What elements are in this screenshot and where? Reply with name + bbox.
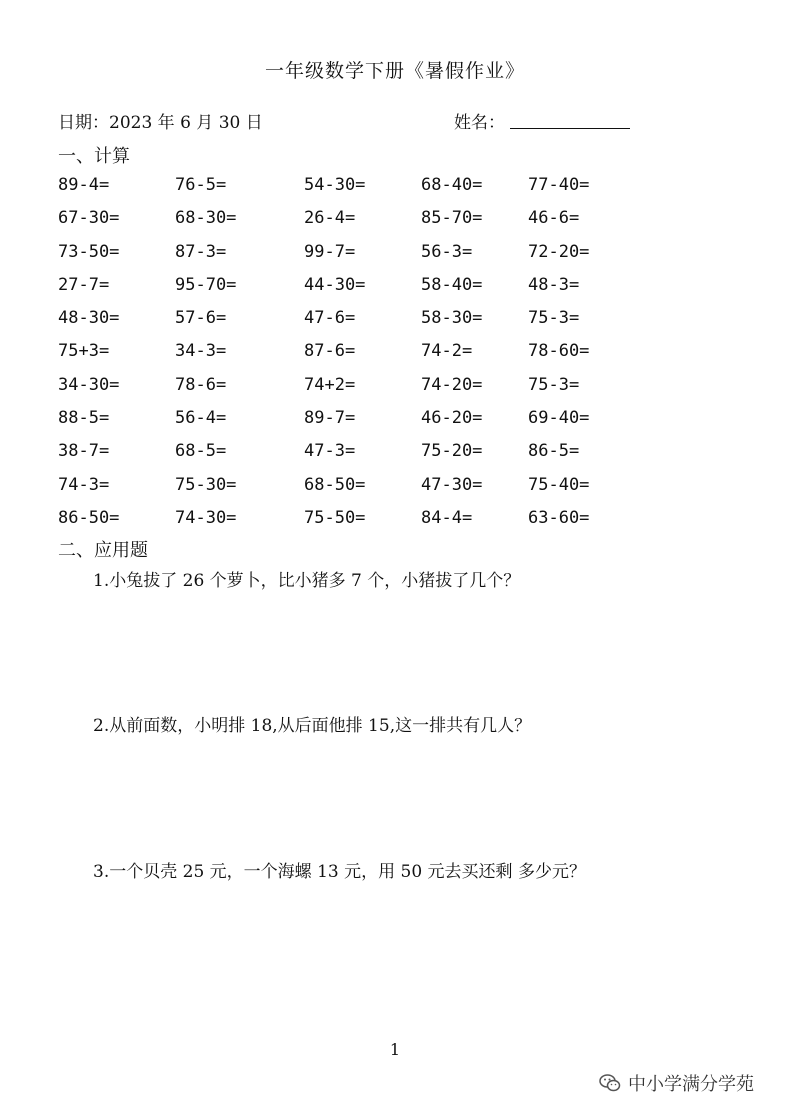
calc-problem: 75-50= (304, 507, 366, 528)
watermark-text: 中小学满分学苑 (628, 1074, 754, 1095)
section-word-problems-heading: 二、应用题 (58, 540, 148, 561)
calc-problem: 47-6= (304, 308, 356, 329)
calc-problem: 47-30= (421, 474, 483, 495)
calc-problem: 73-50= (58, 241, 120, 262)
calc-problem: 78-6= (175, 374, 227, 395)
calc-problem: 48-3= (528, 274, 580, 295)
calc-problem: 74-3= (58, 474, 110, 495)
calc-problem: 34-3= (175, 341, 227, 362)
calc-problem: 44-30= (304, 274, 366, 295)
calc-problem: 58-30= (421, 308, 483, 329)
calc-problem: 48-30= (58, 308, 120, 329)
page-title: 一年级数学下册《暑假作业》 (264, 60, 525, 82)
calc-problem: 88-5= (58, 408, 110, 429)
calc-problem: 99-7= (304, 241, 356, 262)
calc-problem: 54-30= (304, 175, 366, 195)
date-label: 日期：2023 年 6 月 30 日 (58, 113, 263, 133)
calc-problem: 87-6= (304, 341, 356, 362)
calc-problem: 68-50= (304, 474, 366, 495)
calc-problem: 69-40= (528, 408, 590, 429)
calc-problem: 89-7= (304, 408, 356, 429)
calc-problem: 72-20= (528, 241, 590, 262)
calc-problem: 75-40= (528, 474, 590, 495)
calc-problem: 27-7= (58, 274, 110, 295)
word-problem-1: 1.小兔拔了 26 个萝卜，比小猪多 7 个，小猪拔了几个？ (93, 571, 521, 591)
calc-problem: 86-5= (528, 441, 580, 462)
calc-problem: 56-4= (175, 408, 227, 429)
calc-problem: 78-60= (528, 341, 590, 362)
calc-problem: 38-7= (58, 441, 110, 462)
calc-problem: 89-4= (58, 175, 110, 195)
calc-problem: 26-4= (304, 208, 356, 229)
calc-problem: 74+2= (304, 374, 356, 395)
word-problem-3: 3.一个贝壳 25 元，一个海螺 13 元，用 50 元去买还剩 多少元？ (93, 862, 586, 882)
calc-problem: 75-3= (528, 308, 580, 329)
word-problem-2: 2.从前面数，小明排 18,从后面他排 15,这一排共有几人？ (93, 716, 532, 736)
calc-problem: 63-60= (528, 507, 590, 528)
calc-problem: 76-5= (175, 175, 227, 195)
calculation-grid (58, 172, 618, 538)
name-label: 姓名： (454, 113, 505, 133)
calc-problem: 68-5= (175, 441, 227, 462)
calc-problem: 58-40= (421, 274, 483, 295)
calc-problem: 67-30= (58, 208, 120, 229)
watermark (598, 1070, 754, 1096)
calc-problem: 95-70= (175, 274, 237, 295)
calc-problem: 74-20= (421, 374, 483, 395)
calc-problem: 68-40= (421, 175, 483, 195)
page-number: 1 (389, 1040, 401, 1059)
calc-problem: 56-3= (421, 241, 473, 262)
calc-problem: 75-3= (528, 374, 580, 395)
calc-problem: 84-4= (421, 507, 473, 528)
calc-problem: 86-50= (58, 507, 120, 528)
section-calculation-heading: 一、计算 (58, 146, 130, 167)
calc-problem: 75-30= (175, 474, 237, 495)
calc-problem: 87-3= (175, 241, 227, 262)
calc-problem: 74-2= (421, 341, 473, 362)
calc-problem: 85-70= (421, 208, 483, 229)
calc-problem: 46-20= (421, 408, 483, 429)
calc-problem: 75+3= (58, 341, 110, 362)
wechat-icon (598, 1071, 622, 1095)
calc-problem: 68-30= (175, 208, 237, 229)
calc-problem: 75-20= (421, 441, 483, 462)
calc-problem: 77-40= (528, 175, 590, 195)
calc-problem: 57-6= (175, 308, 227, 329)
calc-problem: 34-30= (58, 374, 120, 395)
calc-problem: 47-3= (304, 441, 356, 462)
calc-problem: 46-6= (528, 208, 580, 229)
calc-problem: 74-30= (175, 507, 237, 528)
name-blank-line (510, 128, 630, 129)
